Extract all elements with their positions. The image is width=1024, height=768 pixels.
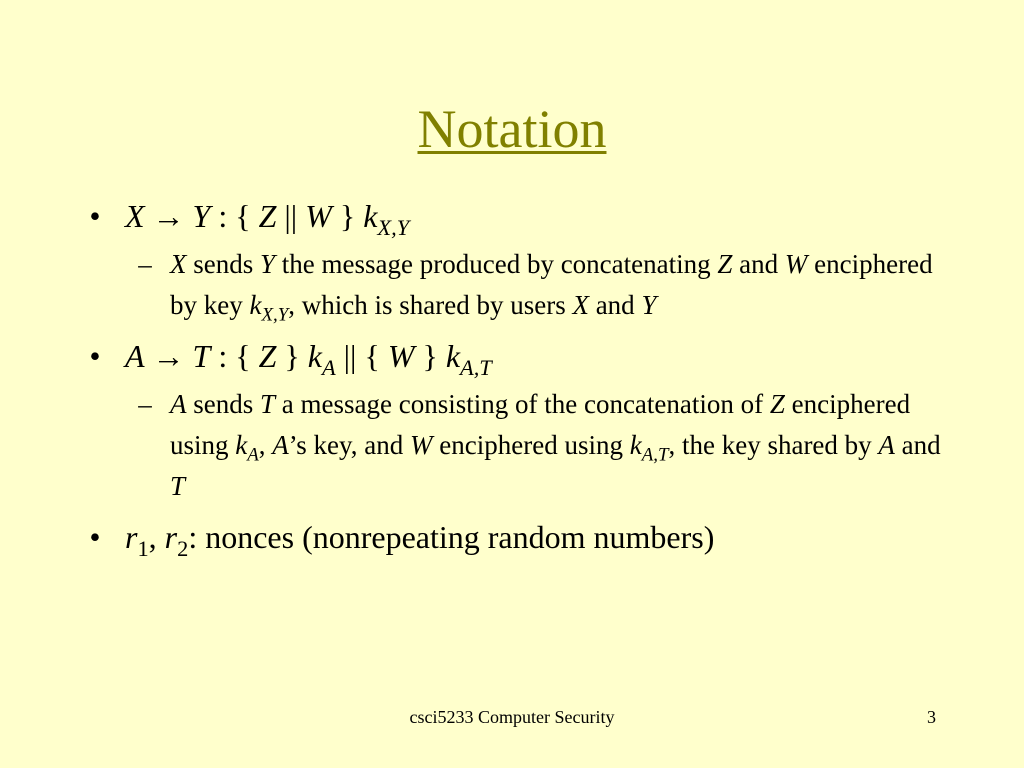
formula-text: : { bbox=[210, 198, 259, 234]
desc-var: Y bbox=[260, 249, 276, 279]
dash-marker: – bbox=[138, 389, 152, 419]
key-subscript: A bbox=[321, 354, 336, 380]
page-number: 3 bbox=[927, 707, 936, 727]
key-subscript: A,T bbox=[641, 444, 669, 466]
formula-sender: X bbox=[125, 198, 145, 234]
key-symbol: k bbox=[235, 430, 248, 460]
desc-text: , which is shared by users bbox=[288, 290, 573, 320]
desc-var: X bbox=[572, 290, 589, 320]
formula-var: W bbox=[387, 338, 415, 374]
desc-text: , bbox=[258, 430, 273, 460]
bullet-item-3 bbox=[80, 517, 960, 561]
formula-text: } bbox=[414, 338, 446, 374]
formula-receiver: T bbox=[192, 338, 211, 374]
bullet-marker: • bbox=[89, 519, 101, 555]
slide-title: Notation bbox=[417, 99, 607, 159]
desc-text: and bbox=[894, 430, 941, 460]
desc-var: T bbox=[260, 389, 276, 419]
desc-text: ’s key, and bbox=[288, 430, 411, 460]
desc-text: , the key shared by bbox=[668, 430, 879, 460]
arrow-symbol: → bbox=[152, 338, 185, 374]
desc-var: A bbox=[878, 430, 895, 460]
bullet-item-1 bbox=[80, 196, 960, 240]
formula-receiver: Y bbox=[192, 198, 211, 234]
footer-course-name: csci5233 Computer Security bbox=[409, 707, 615, 727]
nonce-subscript: 1 bbox=[137, 535, 149, 561]
desc-text: the message produced by concatenating bbox=[275, 249, 718, 279]
nonce-symbol: r bbox=[125, 519, 138, 555]
dash-marker: – bbox=[138, 249, 152, 279]
desc-text: enciphered by key bbox=[170, 249, 933, 320]
arrow-symbol: → bbox=[152, 198, 185, 234]
formula-text: : { bbox=[210, 338, 259, 374]
desc-text: enciphered using bbox=[170, 389, 911, 460]
desc-text: a message consisting of the concatenation of bbox=[275, 389, 770, 419]
sub-bullet-item-2 bbox=[80, 384, 960, 507]
desc-var: T bbox=[170, 471, 186, 501]
key-symbol: k bbox=[307, 338, 322, 374]
key-subscript: X,Y bbox=[261, 304, 289, 326]
desc-var: A bbox=[272, 430, 289, 460]
nonce-description: : nonces (nonrepeating random numbers) bbox=[188, 519, 715, 555]
desc-var: A bbox=[170, 389, 187, 419]
bullet-marker: • bbox=[89, 198, 101, 234]
desc-var: X bbox=[170, 249, 187, 279]
formula-text: } bbox=[331, 198, 364, 234]
key-subscript: A bbox=[247, 444, 259, 466]
key-symbol: k bbox=[363, 198, 378, 234]
slide-body bbox=[80, 196, 960, 565]
desc-var: W bbox=[410, 430, 433, 460]
desc-var: Z bbox=[717, 249, 733, 279]
bullet-item-2 bbox=[80, 336, 960, 380]
concat-symbol: || { bbox=[335, 338, 388, 374]
formula-sender: A bbox=[125, 338, 145, 374]
formula-text: } bbox=[276, 338, 308, 374]
nonce-subscript: 2 bbox=[177, 535, 189, 561]
desc-var: Y bbox=[641, 290, 657, 320]
formula-var: Z bbox=[258, 198, 277, 234]
formula-var: W bbox=[305, 198, 332, 234]
formula-text: , bbox=[148, 519, 165, 555]
desc-text: sends bbox=[186, 249, 260, 279]
key-symbol: k bbox=[629, 430, 642, 460]
desc-var: W bbox=[784, 249, 808, 279]
key-subscript: A,T bbox=[460, 354, 492, 380]
sub-bullet-item-1 bbox=[80, 244, 960, 326]
desc-text: sends bbox=[186, 389, 260, 419]
key-subscript: X,Y bbox=[377, 214, 410, 240]
nonce-symbol: r bbox=[164, 519, 178, 555]
key-symbol: k bbox=[249, 290, 262, 320]
desc-var: Z bbox=[769, 389, 785, 419]
formula-var: Z bbox=[258, 338, 277, 374]
concat-symbol: || bbox=[276, 198, 306, 234]
desc-text: enciphered using bbox=[432, 430, 630, 460]
key-symbol: k bbox=[445, 338, 461, 374]
bullet-marker: • bbox=[89, 338, 101, 374]
desc-text: and bbox=[588, 290, 642, 320]
desc-text: and bbox=[732, 249, 785, 279]
